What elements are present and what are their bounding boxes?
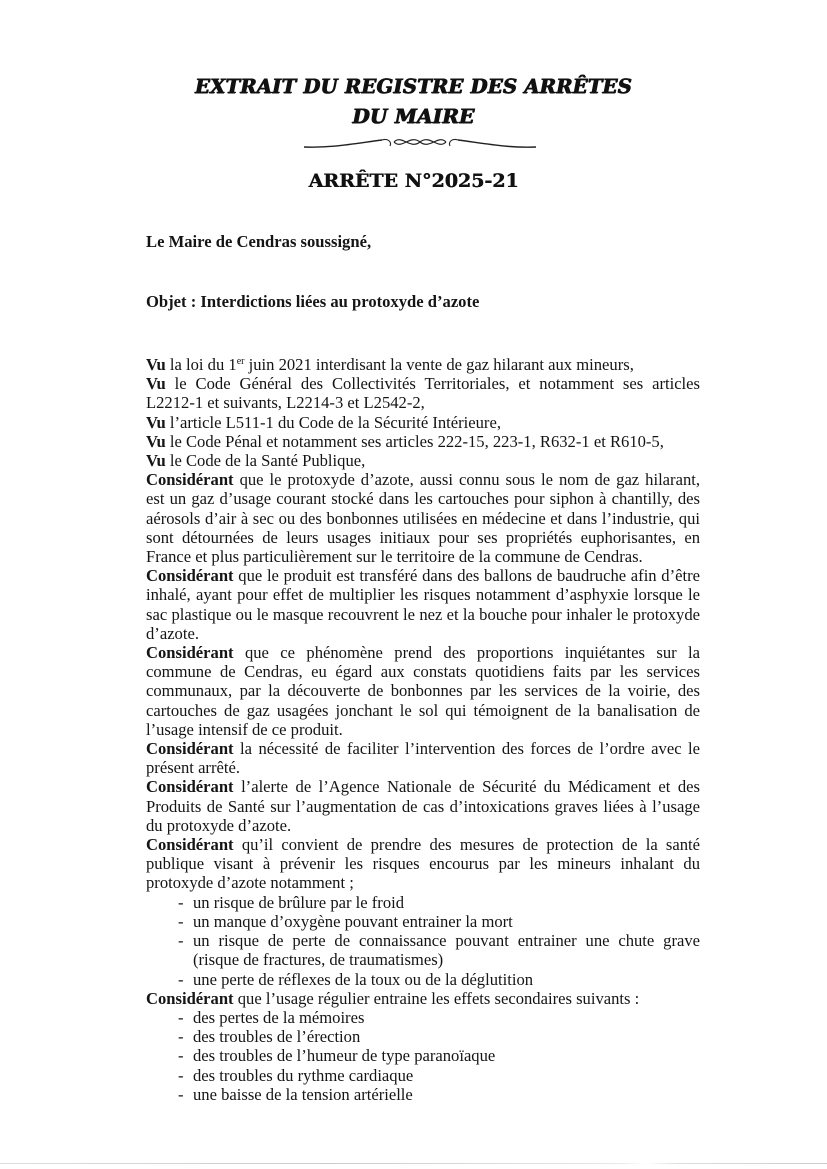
list-item: - un risque de perte de connaissance pouvant entrainer une chute grave (risque de fractures, de traumatismes) <box>146 931 700 969</box>
considerant-paragraph <box>146 643 700 739</box>
list-item: - des troubles du rythme cardiaque <box>146 1066 700 1085</box>
list-item: - une baisse de la tension artérielle <box>146 1085 700 1104</box>
considerant-lead: Considérant <box>146 777 234 797</box>
considerant-paragraph <box>146 566 700 643</box>
superscript: er <box>236 356 245 367</box>
considerant-lead: Considérant <box>146 566 234 586</box>
health-risks-list <box>146 893 700 989</box>
considerant-text: que le produit est transféré dans des ballons de baudruche afin d’être inhalé, ayant pour effet de multiplier les risques notamment d’asphyxie lorsque le sac plastique ou le masque recouvrent le nez et la bouche pour inhaler le protoxyde d’azote. <box>146 566 700 643</box>
visa-text: l’article L511-1 du Code de la Sécurité Intérieure, <box>165 412 501 432</box>
list-item: - des troubles de l’humeur de type paranoïaque <box>146 1046 700 1065</box>
visa-text: le Code de la Santé Publique, <box>165 451 366 471</box>
considerant-text: que l’usage régulier entraine les effets secondaires suivants : <box>233 988 640 1008</box>
visas-section <box>146 355 700 470</box>
visa-text: le Code Pénal et notamment ses articles 222-15, 223-1, R632-1 et R610-5, <box>165 431 664 451</box>
visa-lead: Vu <box>146 412 166 432</box>
visa-lead: Vu <box>146 355 166 374</box>
document-title: EXTRAIT DU REGISTRE DES ARRÊTES <box>194 74 633 98</box>
list-item: - un manque d’oxygène pouvant entrainer la mort <box>146 912 700 931</box>
visa-paragraph <box>146 451 700 470</box>
considerant-text: qu’il convient de prendre des mesures de protection de la santé publique visant à prévenir les risques encourus par les mineurs inhalant du protoxyde d’azote notamment ; <box>146 835 700 893</box>
visa-paragraph <box>146 355 700 374</box>
considerant-lead: Considérant <box>146 739 234 759</box>
considerant-lead: Considérant <box>146 643 234 663</box>
list-item: - une perte de réflexes de la toux ou de la déglutition <box>146 970 700 989</box>
flourish-divider-icon <box>302 132 538 156</box>
considerant-paragraph <box>146 989 700 1008</box>
visa-lead: Vu <box>146 431 166 451</box>
visa-lead: Vu <box>146 451 166 471</box>
considerant-paragraph <box>146 739 700 777</box>
considerant-text: la nécessité de faciliter l’intervention des forces de l’ordre avec le présent arrêté. <box>146 739 700 778</box>
visa-text: la loi du 1 <box>165 355 237 374</box>
document-body <box>146 355 700 1104</box>
visa-lead: Vu <box>146 374 166 394</box>
considerant-text: que le protoxyde d’azote, aussi connu sous le nom de gaz hilarant, est un gaz d’usage courant stocké dans les cartouches pour siphon à chantilly, des aérosols d’air à sec ou des bonbonnes utilisées en médecine et dans l’industrie, qui sont détournées de leurs usages initiaux pour ses propriétés euphorisantes, en France et plus particulièrement sur le territoire de la commune de Cendras. <box>146 470 700 567</box>
considerant-text: que ce phénomène prend des proportions inquiétantes sur la commune de Cendras, eu égard aux constats quotidiens faits par les services communaux, par la découverte de bonbonnes par les services de la voirie, des cartouches de gaz usagées jonchant le sol qui témoignent de la banalisation de l’usage intensif de ce produit. <box>146 643 700 739</box>
visa-text: le Code Général des Collectivités Territoriales, et notamment ses articles L2212-1 et suivants, L2214-3 et L2542-2, <box>146 374 700 413</box>
considerants-section <box>146 470 700 1104</box>
considerant-lead: Considérant <box>146 988 234 1008</box>
maire-statement: Le Maire de Cendras soussigné, <box>146 232 372 251</box>
objet-line: Objet : Interdictions liées au protoxyde d’azote <box>146 292 480 311</box>
list-item: - un risque de brûlure par le froid <box>146 893 700 912</box>
considerant-lead: Considérant <box>146 835 234 855</box>
visa-text: juin 2021 interdisant la vente de gaz hilarant aux mineurs, <box>244 355 634 374</box>
considerant-text: l’alerte de l’Agence Nationale de Sécurité du Médicament et des Produits de Santé sur l’augmentation de cas d’intoxications graves liées à l’usage du protoxyde d’azote. <box>146 777 700 835</box>
considerant-paragraph <box>146 777 700 835</box>
visa-paragraph <box>146 413 700 432</box>
visa-paragraph <box>146 432 700 451</box>
considerant-paragraph <box>146 470 700 566</box>
arrete-number: ARRÊTE N°2025-21 <box>308 170 519 192</box>
side-effects-list <box>146 1008 700 1104</box>
list-item: - des pertes de la mémoires <box>146 1008 700 1027</box>
document-title-subline: DU MAIRE <box>352 104 475 128</box>
scan-edge-line <box>0 1163 827 1164</box>
considerant-lead: Considérant <box>146 470 234 490</box>
list-item: - des troubles de l’érection <box>146 1027 700 1046</box>
considerant-paragraph <box>146 835 700 893</box>
visa-paragraph <box>146 374 700 412</box>
